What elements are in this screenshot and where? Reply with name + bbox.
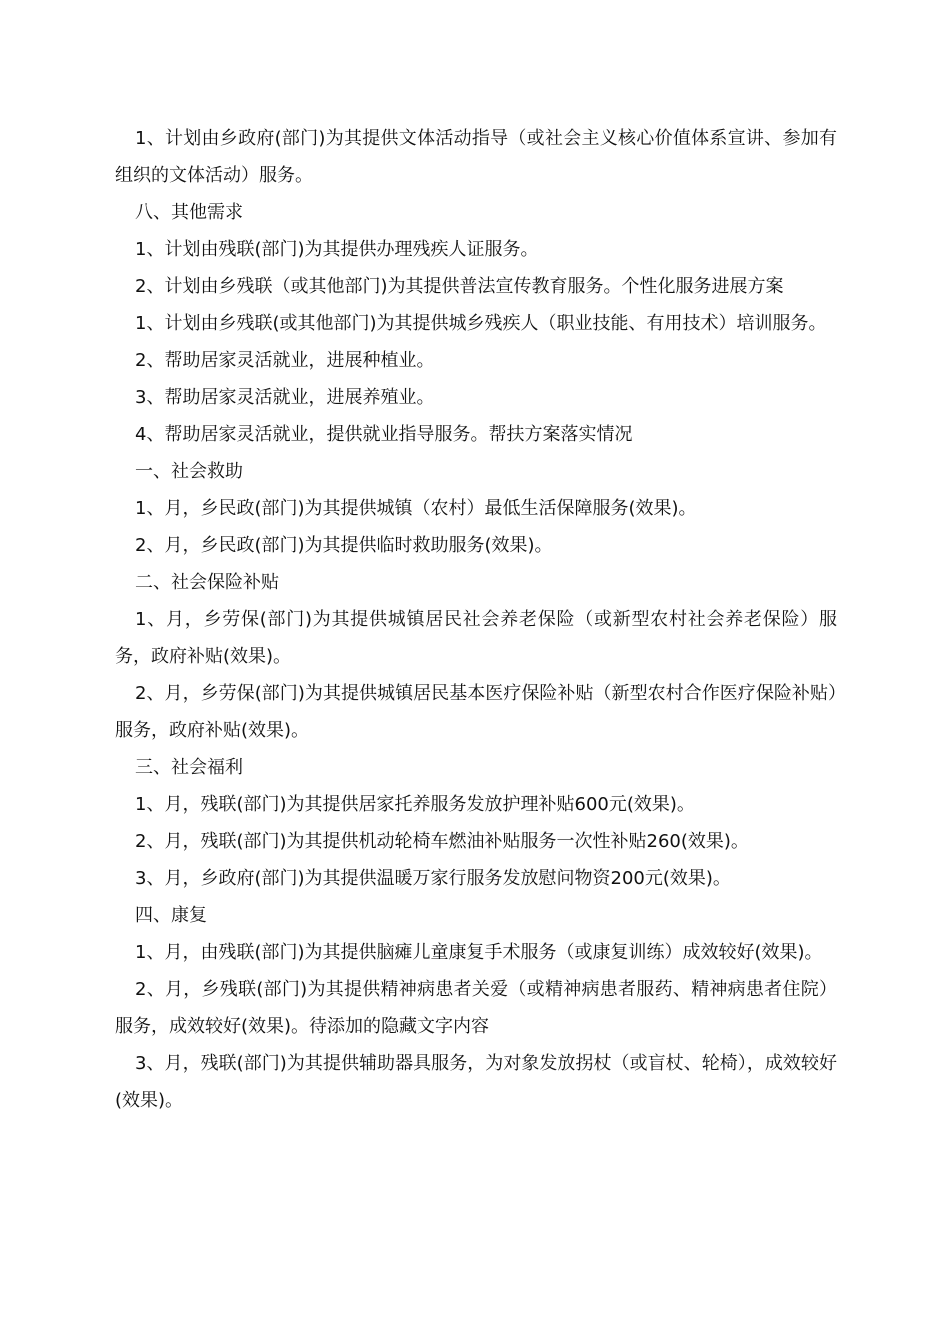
paragraph-temporary-aid: 2、月，乡民政(部门)为其提供临时救助服务(效果)。 [135,535,553,556]
paragraph-medical-insurance: 2、月，乡劳保(部门)为其提供城镇居民基本医疗保险补贴（新型农村合作医疗保险补贴）服务，政府补贴(效果)。 [115,683,837,741]
paragraph-cerebral-palsy: 1、月，由残联(部门)为其提供脑瘫儿童康复手术服务（或康复训练）成效较好(效果)。 [135,942,823,963]
paragraph-warmth-supplies: 3、月，乡政府(部门)为其提供温暖万家行服务发放慰问物资200元(效果)。 [135,868,731,889]
heading-other-needs: 八、其他需求 [135,202,243,223]
heading-social-assistance: 一、社会救助 [135,461,243,482]
paragraph-disability-card: 1、计划由残联(部门)为其提供办理残疾人证服务。 [135,239,539,260]
document-body [115,120,837,1119]
paragraph-pension-insurance: 1、月，乡劳保(部门)为其提供城镇居民社会养老保险（或新型农村社会养老保险）服务，政府补贴(效果)。 [115,609,837,667]
paragraph-culture-guidance: 1、计划由乡政府(部门)为其提供文体活动指导（或社会主义核心价值体系宣讲、参加有组织的文体活动）服务。 [115,128,837,186]
paragraph-skills-training: 1、计划由乡残联(或其他部门)为其提供城乡残疾人（职业技能、有用技术）培训服务。 [135,313,827,334]
paragraph-minimum-living: 1、月，乡民政(部门)为其提供城镇（农村）最低生活保障服务(效果)。 [135,498,697,519]
paragraph-employment-guidance: 4、帮助居家灵活就业，提供就业指导服务。帮扶方案落实情况 [135,424,633,445]
paragraph-breeding: 3、帮助居家灵活就业，进展养殖业。 [135,387,435,408]
heading-insurance-subsidy: 二、社会保险补贴 [135,572,279,593]
paragraph-mental-care: 2、月，乡残联(部门)为其提供精神病患者关爱（或精神病患者服药、精神病患者住院）服务，成效较好(效果)。待添加的隐藏文字内容 [115,979,837,1037]
paragraph-care-subsidy: 1、月，残联(部门)为其提供居家托养服务发放护理补贴600元(效果)。 [135,794,695,815]
paragraph-fuel-subsidy: 2、月，残联(部门)为其提供机动轮椅车燃油补贴服务一次性补贴260(效果)。 [135,831,749,852]
heading-rehabilitation: 四、康复 [135,905,207,926]
heading-social-welfare: 三、社会福利 [135,757,243,778]
paragraph-assistive-devices: 3、月，残联(部门)为其提供辅助器具服务，为对象发放拐杖（或盲杖、轮椅），成效较好(效果)。 [115,1053,837,1111]
paragraph-legal-education: 2、计划由乡残联（或其他部门)为其提供普法宣传教育服务。个性化服务进展方案 [135,276,784,297]
paragraph-planting: 2、帮助居家灵活就业，进展种植业。 [135,350,435,371]
